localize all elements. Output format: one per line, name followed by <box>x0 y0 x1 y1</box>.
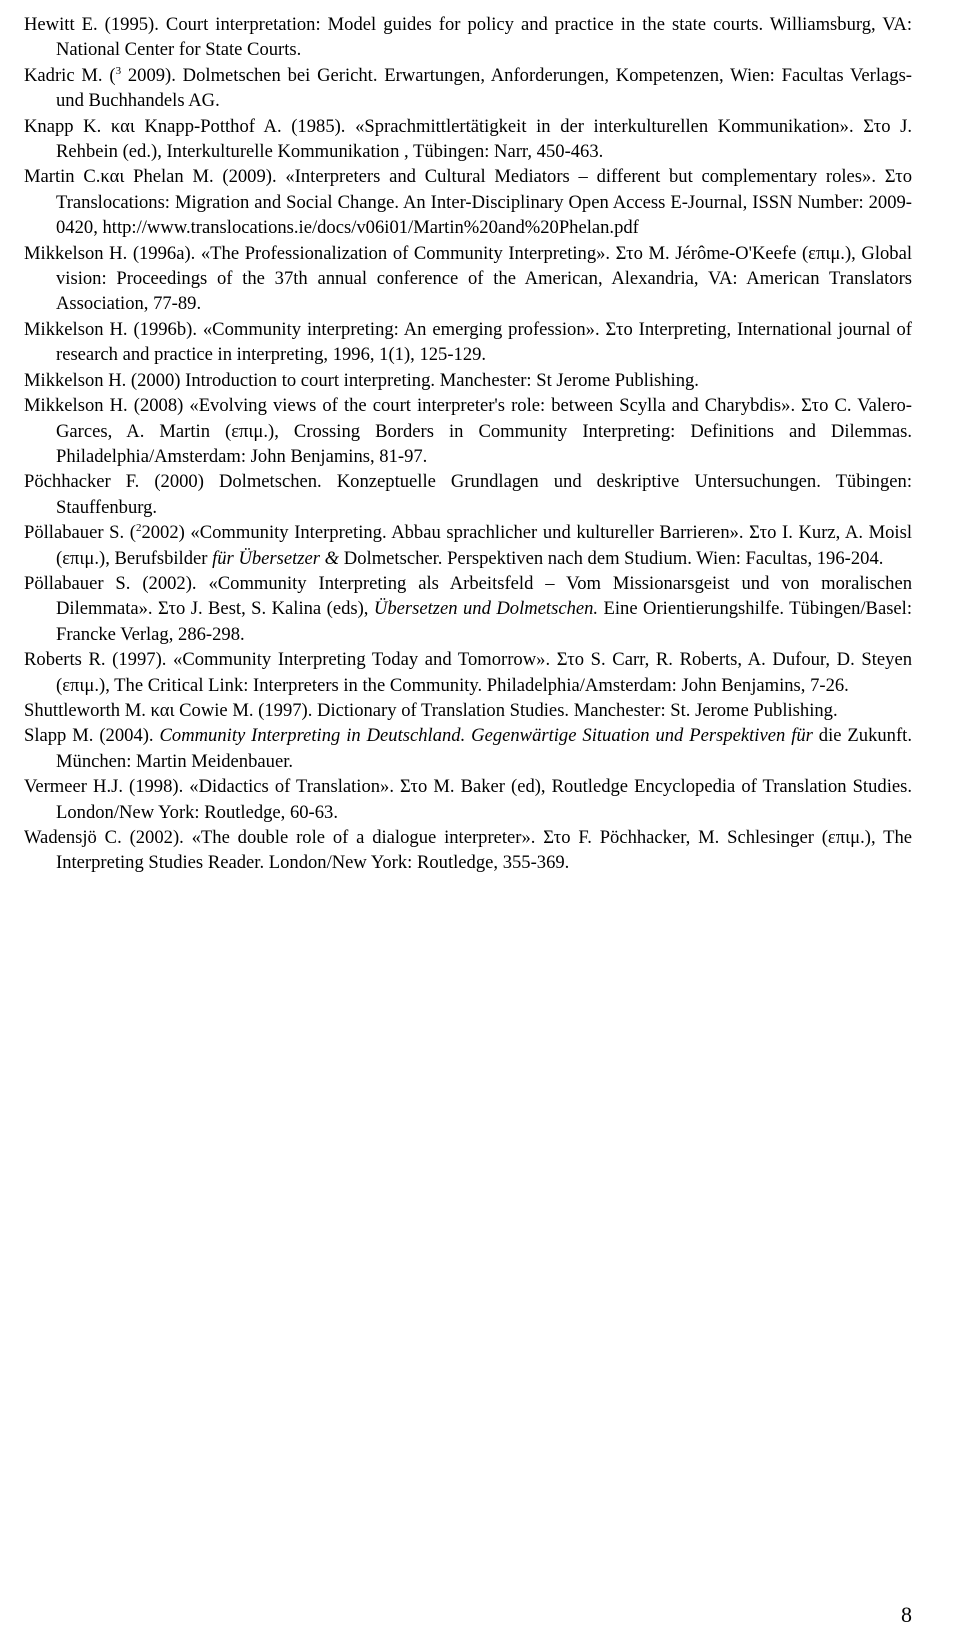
reference-text: Dolmetscher. Perspektiven nach dem Studium. Wien: Facultas, 196-204. <box>339 547 884 569</box>
superscript-edition: 3 <box>115 64 122 77</box>
reference-text: Pöllabauer S. ( <box>24 522 136 544</box>
reference-text: Wadensjö C. (2002). «The double role of a dialogue interpreter». Στο F. Pöchhacker, M. Schlesinger (επιμ.), The Interpreting Studies Reader. London/New York: Routledge, 355-369. <box>24 827 912 874</box>
reference-text: Slapp M. (2004). <box>24 725 160 747</box>
reference-entry <box>24 571 912 647</box>
reference-text: Mikkelson H. (2008) «Evolving views of the court interpreter's role: between Scylla and Charybdis». Στο C. Valero-Garces, A. Martin (επιμ.), Crossing Borders in Community Interpreting: Definitions and Dilemmas. Philadelphia/Amsterdam: John Benjamins, 81-97. <box>24 395 912 467</box>
reference-entry <box>24 647 912 698</box>
reference-text: Eine Orientierungshilfe. Tübingen/Basel: Francke Verlag, 286-298. <box>56 598 913 645</box>
reference-entry <box>24 774 912 825</box>
reference-entry <box>24 825 912 876</box>
reference-entry <box>24 63 912 114</box>
superscript-edition: 2 <box>135 521 142 534</box>
reference-text: Pöchhacker F. (2000) Dolmetschen. Konzeptuelle Grundlagen und deskriptive Untersuchungen. Tübingen: Stauffenburg. <box>24 471 912 518</box>
reference-list <box>24 12 912 876</box>
reference-text: 2002) «Community Interpreting. Abbau sprachlicher und kultureller Barrieren». Στο I. Kurz, A. Moisl (επιμ.), Berufsbilder <box>56 522 912 569</box>
reference-text: Mikkelson H. (1996a). «The Professionalization of Community Interpreting». Στο M. Jérôme-O'Keefe (επιμ.), Global vision: Proceedings of the 37th annual conference of the American, Alexandria, VA: American Translators Association, 77-89. <box>24 242 912 315</box>
reference-entry <box>24 469 912 520</box>
reference-entry <box>24 368 912 393</box>
reference-text: Pöllabauer S. (2002). «Community Interpreting als Arbeitsfeld – Vom Missionarsgeist und von moralischen Dilemmata». Στο J. Best, S. Kalina (eds), <box>24 572 912 620</box>
reference-entry <box>24 520 912 571</box>
page-number: 8 <box>901 1602 912 1627</box>
reference-text: Roberts R. (1997). «Community Interpreting Today and Tomorrow». Στο S. Carr, R. Roberts, A. Dufour, D. Steyen (επιμ.), The Critical Link: Interpreters in the Community. Philadelphia/Amsterdam: John Benjamins, 7-26. <box>24 649 912 696</box>
reference-entry <box>24 723 912 774</box>
reference-entry <box>24 12 912 63</box>
italic-title: Community Interpreting in Deutschland. Gegenwärtige Situation und Perspektiven für <box>159 725 813 747</box>
reference-text: Vermeer H.J. (1998). «Didactics of Translation». Στο M. Baker (ed), Routledge Encyclopedia of Translation Studies. London/New York: Routledge, 60-63. <box>24 776 912 823</box>
italic-title: für Übersetzer & <box>212 547 340 569</box>
reference-text: 2009). Dolmetschen bei Gericht. Erwartungen, Anforderungen, Kompetenzen, Wien: Facultas Verlags- und Buchhandels AG. <box>56 64 912 112</box>
reference-entry <box>24 317 912 368</box>
reference-text: Martin C.και Phelan M. (2009). «Interpreters and Cultural Mediators – different but complementary roles». Στο Translocations: Migration and Social Change. An Inter-Disciplinary Open Access E-Journal, ISSN Number: 2009-0420, http://www.translocations.ie/docs/v06i01/Martin%20and%20Phelan.pdf <box>24 166 912 239</box>
reference-text: Knapp K. και Knapp-Potthof A. (1985). «Sprachmittlertätigkeit in der interkulturellen Kommunikation». Στο J. Rehbein (ed.), Interkulturelle Kommunikation , Tübingen: Narr, 450-463. <box>24 115 912 163</box>
reference-text: Hewitt E. (1995). Court interpretation: Model guides for policy and practice in the state courts. Williamsburg, VA: National Center for State Courts. <box>24 14 912 61</box>
reference-text: Mikkelson H. (1996b). «Community interpreting: An emerging profession». Στο Interpreting, International journal of research and practice in interpreting, 1996, 1(1), 125-129. <box>24 318 912 366</box>
reference-text: die Zukunft. München: Martin Meidenbauer. <box>56 725 912 772</box>
reference-entry <box>24 114 912 165</box>
reference-entry <box>24 698 912 723</box>
reference-text: Mikkelson H. (2000) Introduction to court interpreting. Manchester: St Jerome Publishing. <box>24 369 699 391</box>
reference-text: Kadric M. ( <box>24 64 116 86</box>
reference-entry <box>24 393 912 469</box>
italic-title: Übersetzen und Dolmetschen. <box>373 598 599 620</box>
reference-entry <box>24 241 912 317</box>
reference-entry <box>24 164 912 240</box>
reference-text: Shuttleworth M. και Cowie M. (1997). Dictionary of Translation Studies. Manchester: St. Jerome Publishing. <box>24 699 838 721</box>
